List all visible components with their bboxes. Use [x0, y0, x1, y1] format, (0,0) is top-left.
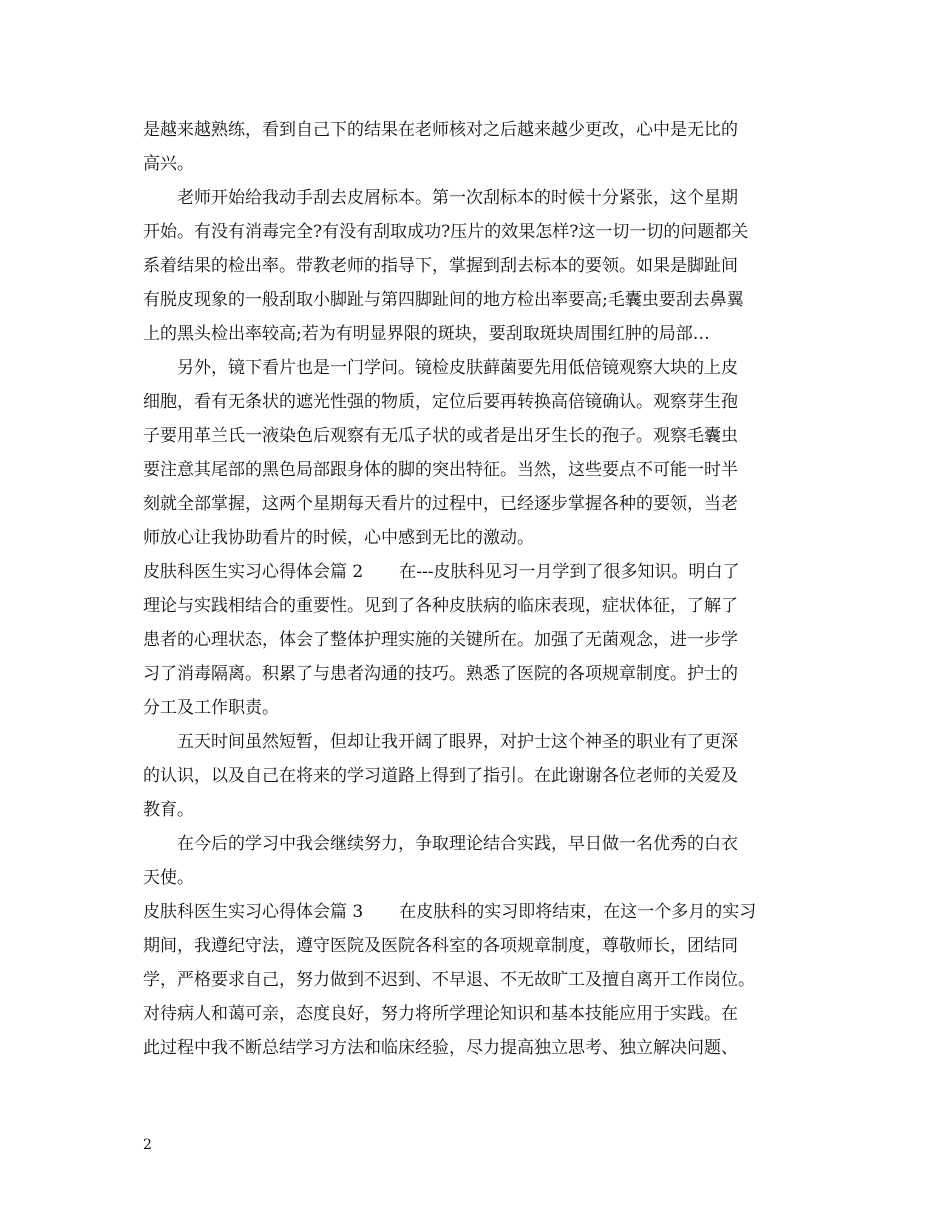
- page-number: 2: [143, 1137, 152, 1153]
- line-text: 此过程中我不断总结学习方法和临床经验，尽力提高独立思考、独立解决问题、: [143, 1038, 738, 1058]
- line-text: 分工及工作职责。: [143, 698, 279, 718]
- text-line: [143, 283, 823, 317]
- text-line: [143, 419, 823, 453]
- text-line: [143, 249, 823, 283]
- line-text: 要注意其尾部的黑色局部跟身体的脚的突出特征。当然，这些要点不可能一时半: [143, 460, 738, 480]
- text-line: [143, 385, 823, 419]
- line-text: 理论与实践相结合的重要性。见到了各种皮肤病的临床表现，症状体征，了解了: [143, 596, 738, 616]
- line-text: 在今后的学习中我会继续努力，争取理论结合实践，早日做一名优秀的白衣: [177, 834, 738, 854]
- section-heading-line: [143, 895, 823, 929]
- line-text: 子要用革兰氏一液染色后观察有无瓜子状的或者是出牙生长的孢子。观察毛囊虫: [143, 426, 738, 446]
- text-line: [143, 589, 823, 623]
- text-line: [143, 657, 823, 691]
- text-line: [143, 691, 823, 725]
- text-line: [143, 181, 823, 215]
- text-line: [143, 147, 823, 181]
- line-text: 天使。: [143, 868, 194, 888]
- line-text: 五天时间虽然短暂，但却让我开阔了眼界，对护士这个神圣的职业有了更深: [177, 732, 738, 752]
- line-text: 刻就全部掌握，这两个星期每天看片的过程中，已经逐步掌握各种的要领，当老: [143, 494, 738, 514]
- line-text: 开始。有没有消毒完全?有没有刮取成功?压片的效果怎样?这一切一切的问题都关: [143, 222, 749, 242]
- line-text: 习了消毒隔离。积累了与患者沟通的技巧。熟悉了医院的各项规章制度。护士的: [143, 664, 738, 684]
- text-line: [143, 793, 823, 827]
- text-line: [143, 521, 823, 555]
- text-line: [143, 1031, 823, 1065]
- line-text: 是越来越熟练，看到自己下的结果在老师核对之后越来越少更改，心中是无比的: [143, 120, 738, 140]
- line-text: 高兴。: [143, 154, 194, 174]
- section-heading: 皮肤科医生实习心得体会篇 2: [143, 562, 364, 582]
- text-line: [143, 929, 823, 963]
- section-heading: 皮肤科医生实习心得体会篇 3: [143, 902, 364, 922]
- line-text: 另外，镜下看片也是一门学问。镜检皮肤藓菌要先用低倍镜观察大块的上皮: [177, 358, 738, 378]
- line-text: 上的黑头检出率较高;若为有明显界限的斑块，要刮取斑块周围红肿的局部…: [143, 324, 710, 344]
- text-line: [143, 997, 823, 1031]
- text-line: [143, 113, 823, 147]
- line-text: 在皮肤科的实习即将结束，在这一个多月的实习: [399, 902, 757, 922]
- text-line: [143, 351, 823, 385]
- text-line: [143, 827, 823, 861]
- text-line: [143, 861, 823, 895]
- line-text: 师放心让我协助看片的时候，心中感到无比的激动。: [143, 528, 534, 548]
- document-body: [143, 113, 823, 1065]
- line-text: 对待病人和蔼可亲，态度良好，努力将所学理论知识和基本技能应用于实践。在: [143, 1004, 738, 1024]
- text-line: [143, 759, 823, 793]
- text-line: [143, 317, 823, 351]
- line-text: 患者的心理状态，体会了整体护理实施的关键所在。加强了无菌观念，进一步学: [143, 630, 738, 650]
- line-text: 的认识，以及自己在将来的学习道路上得到了指引。在此谢谢各位老师的关爱及: [143, 766, 738, 786]
- text-line: [143, 453, 823, 487]
- line-text: 教育。: [143, 800, 194, 820]
- text-line: [143, 215, 823, 249]
- line-text: 期间，我遵纪守法，遵守医院及医院各科室的各项规章制度，尊敬师长，团结同: [143, 936, 738, 956]
- section-heading-line: [143, 555, 823, 589]
- line-text: 学，严格要求自己，努力做到不迟到、不早退、不无故旷工及擅自离开工作岗位。: [143, 970, 755, 990]
- line-text: 在---皮肤科见习一月学到了很多知识。明白了: [399, 562, 740, 582]
- text-line: [143, 623, 823, 657]
- line-text: 细胞，看有无条状的遮光性强的物质，定位后要再转换高倍镜确认。观察芽生孢: [143, 392, 738, 412]
- text-line: [143, 487, 823, 521]
- line-text: 系着结果的检出率。带教老师的指导下，掌握到刮去标本的要领。如果是脚趾间: [143, 256, 738, 276]
- text-line: [143, 963, 823, 997]
- line-text: 老师开始给我动手刮去皮屑标本。第一次刮标本的时候十分紧张，这个星期: [177, 188, 738, 208]
- line-text: 有脱皮现象的一般刮取小脚趾与第四脚趾间的地方检出率要高;毛囊虫要刮去鼻翼: [143, 290, 744, 310]
- text-line: [143, 725, 823, 759]
